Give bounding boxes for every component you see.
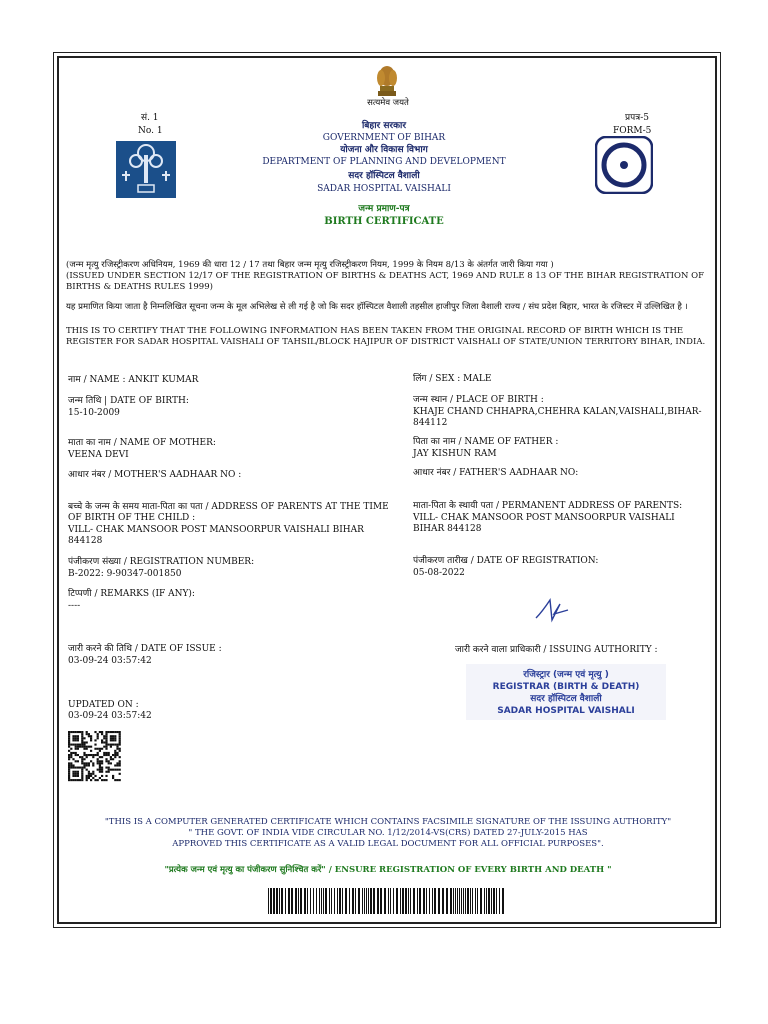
slogan bbox=[60, 865, 716, 876]
father-name-label: पिता का नाम / NAME OF FATHER : bbox=[413, 437, 559, 447]
signature-icon bbox=[534, 598, 570, 624]
slogan-hi: "प्रत्येक जन्म एवं मृत्यु का पंजीकरण सुनिश्चित करें" bbox=[164, 865, 326, 875]
preamble-hi-2: यह प्रमाणित किया जाता है निम्नलिखित सूचना जन्म के मूल अभिलेख से ली गई है जो कि सदर हॉस्पिटल वैशाली तहसील हाजीपुर जिला वैशाली राज्य / संघ प्रदेश बिहार, भारत के रजिस्टर में उल्लिखित है । bbox=[66, 302, 688, 312]
registration-logo-icon bbox=[595, 136, 653, 194]
mother-name-value: VEENA DEVI bbox=[68, 450, 129, 460]
cert-no-en: No. 1 bbox=[138, 126, 163, 136]
preamble-hi-1: (जन्म मृत्यु रजिस्ट्रीकरण अधिनियम, 1969 की धारा 12 / 17 तथा बिहार जन्म मृत्यु रजिस्ट्रीकरण नियम, 1999 के नियम 8/13 के अंतर्गत जारी किया गया ) bbox=[66, 260, 554, 270]
barcode bbox=[268, 888, 508, 914]
child-name: नाम / NAME : ANKIT KUMAR bbox=[68, 375, 199, 385]
mother-name-label: माता का नाम / NAME OF MOTHER: bbox=[68, 438, 216, 448]
remarks-value: ---- bbox=[68, 601, 81, 611]
stamp-line-en: REGISTRAR (BIRTH & DEATH) bbox=[492, 682, 640, 692]
issuing-authority-label: जारी करने वाला प्राधिकारी / ISSUING AUTHORITY : bbox=[455, 645, 658, 655]
registrar-stamp bbox=[466, 664, 666, 720]
birth-address-label: बच्चे के जन्म के समय माता-पिता का पता / ADDRESS OF PARENTS AT THE TIME OF BIRTH OF THE CHILD : bbox=[68, 502, 389, 523]
pob-label: जन्म स्थान / PLACE OF BIRTH : bbox=[413, 395, 544, 405]
permanent-address-value: VILL- CHAK MANSOOR POST MANSOORPUR VAISHALI BIHAR 844128 bbox=[413, 513, 675, 534]
father-aadhaar: आधार नंबर / FATHER'S AADHAAR NO: bbox=[413, 468, 579, 478]
qr-code bbox=[68, 731, 124, 783]
remarks-label: टिप्पणी / REMARKS (IF ANY): bbox=[68, 589, 195, 599]
footer-note-3: APPROVED THIS CERTIFICATE AS A VALID LEGAL DOCUMENT FOR ALL OFFICIAL PURPOSES". bbox=[172, 839, 604, 849]
dept-hi: योजना और विकास विभाग bbox=[340, 145, 428, 155]
form-no-en: FORM-5 bbox=[613, 126, 652, 136]
issue-date-value: 03-09-24 03:57:42 bbox=[68, 656, 152, 666]
dob-value: 15-10-2009 bbox=[68, 408, 120, 418]
registration-date-value: 05-08-2022 bbox=[413, 568, 465, 578]
footer-note-2: " THE GOVT. OF INDIA VIDE CIRCULAR NO. 1/12/2014-VS(CRS) DATED 27-JULY-2015 HAS bbox=[188, 828, 588, 838]
cert-no-hi: सं. 1 bbox=[141, 113, 159, 123]
form-no-hi: प्रपत्र-5 bbox=[625, 113, 649, 123]
dob-label: जन्म तिथि | DATE OF BIRTH: bbox=[68, 396, 189, 406]
state-en: GOVERNMENT OF BIHAR bbox=[322, 133, 446, 143]
footer-note-1: "THIS IS A COMPUTER GENERATED CERTIFICATE WHICH CONTAINS FACSIMILE SIGNATURE OF THE ISSUING AUTHORITY" bbox=[104, 817, 672, 827]
preamble-en-2: THIS IS TO CERTIFY THAT THE FOLLOWING INFORMATION HAS BEEN TAKEN FROM THE ORIGINAL RECORD OF BIRTH WHICH IS THE REGISTER FOR SADAR HOSPITAL VAISHALI OF TAHSIL/BLOCK HAJIPUR OF DISTRICT VAISHALI OF STATE/UNION TERRITORY BIHAR, INDIA. bbox=[66, 326, 706, 347]
dept-en: DEPARTMENT OF PLANNING AND DEVELOPMENT bbox=[262, 157, 506, 167]
pob-value: KHAJE CHAND CHHAPRA,CHEHRA KALAN,VAISHALI,BIHAR-844112 bbox=[413, 407, 702, 428]
birth-address-value: VILL- CHAK MANSOOR POST MANSOORPUR VAISHALI BIHAR 844128 bbox=[68, 525, 364, 546]
emblem-icon bbox=[372, 64, 402, 98]
hospital-en: SADAR HOSPITAL VAISHALI bbox=[317, 184, 451, 194]
cert-title-en: BIRTH CERTIFICATE bbox=[324, 216, 444, 227]
cert-title-hi: जन्म प्रमाण-पत्र bbox=[358, 204, 410, 214]
father-name-value: JAY KISHUN RAM bbox=[413, 449, 497, 459]
stamp-line-en-2: SADAR HOSPITAL VAISHALI bbox=[497, 706, 635, 716]
mother-aadhaar: आधार नंबर / MOTHER'S AADHAAR NO : bbox=[68, 470, 242, 480]
issue-date-label: जारी करने की तिथि / DATE OF ISSUE : bbox=[68, 644, 222, 654]
hospital-hi: सदर हॉस्पिटल वैशाली bbox=[348, 171, 420, 181]
registration-number-value: B-2022: 9-90347-001850 bbox=[68, 569, 182, 579]
updated-on-value: 03-09-24 03:57:42 bbox=[68, 711, 152, 721]
registration-date-label: पंजीकरण तारीख / DATE OF REGISTRATION: bbox=[413, 556, 599, 566]
stamp-line-hi: रजिस्ट्रार (जन्म एवं मृत्यु ) bbox=[523, 670, 609, 680]
child-sex: लिंग / SEX : MALE bbox=[413, 374, 492, 384]
preamble-en-1: (ISSUED UNDER SECTION 12/17 OF THE REGISTRATION OF BIRTHS & DEATHS ACT, 1969 AND RULE 8 13 OF THE BIHAR REGISTRATION OF BIRTHS & DEATHS RULES 1999) bbox=[66, 271, 705, 292]
updated-on-label: UPDATED ON : bbox=[68, 700, 139, 710]
permanent-address-label: माता-पिता के स्थायी पता / PERMANENT ADDRESS OF PARENTS: bbox=[413, 501, 683, 511]
stamp-line-hi-2: सदर हॉस्पिटल वैशाली bbox=[530, 694, 602, 704]
motto: सत्यमेव जयते bbox=[367, 98, 409, 108]
registration-number-label: पंजीकरण संख्या / REGISTRATION NUMBER: bbox=[68, 557, 255, 567]
state-hi: बिहार सरकार bbox=[361, 121, 407, 131]
bihar-logo-icon bbox=[116, 141, 176, 198]
slogan-en: / ENSURE REGISTRATION OF EVERY BIRTH AND DEATH " bbox=[325, 865, 612, 875]
